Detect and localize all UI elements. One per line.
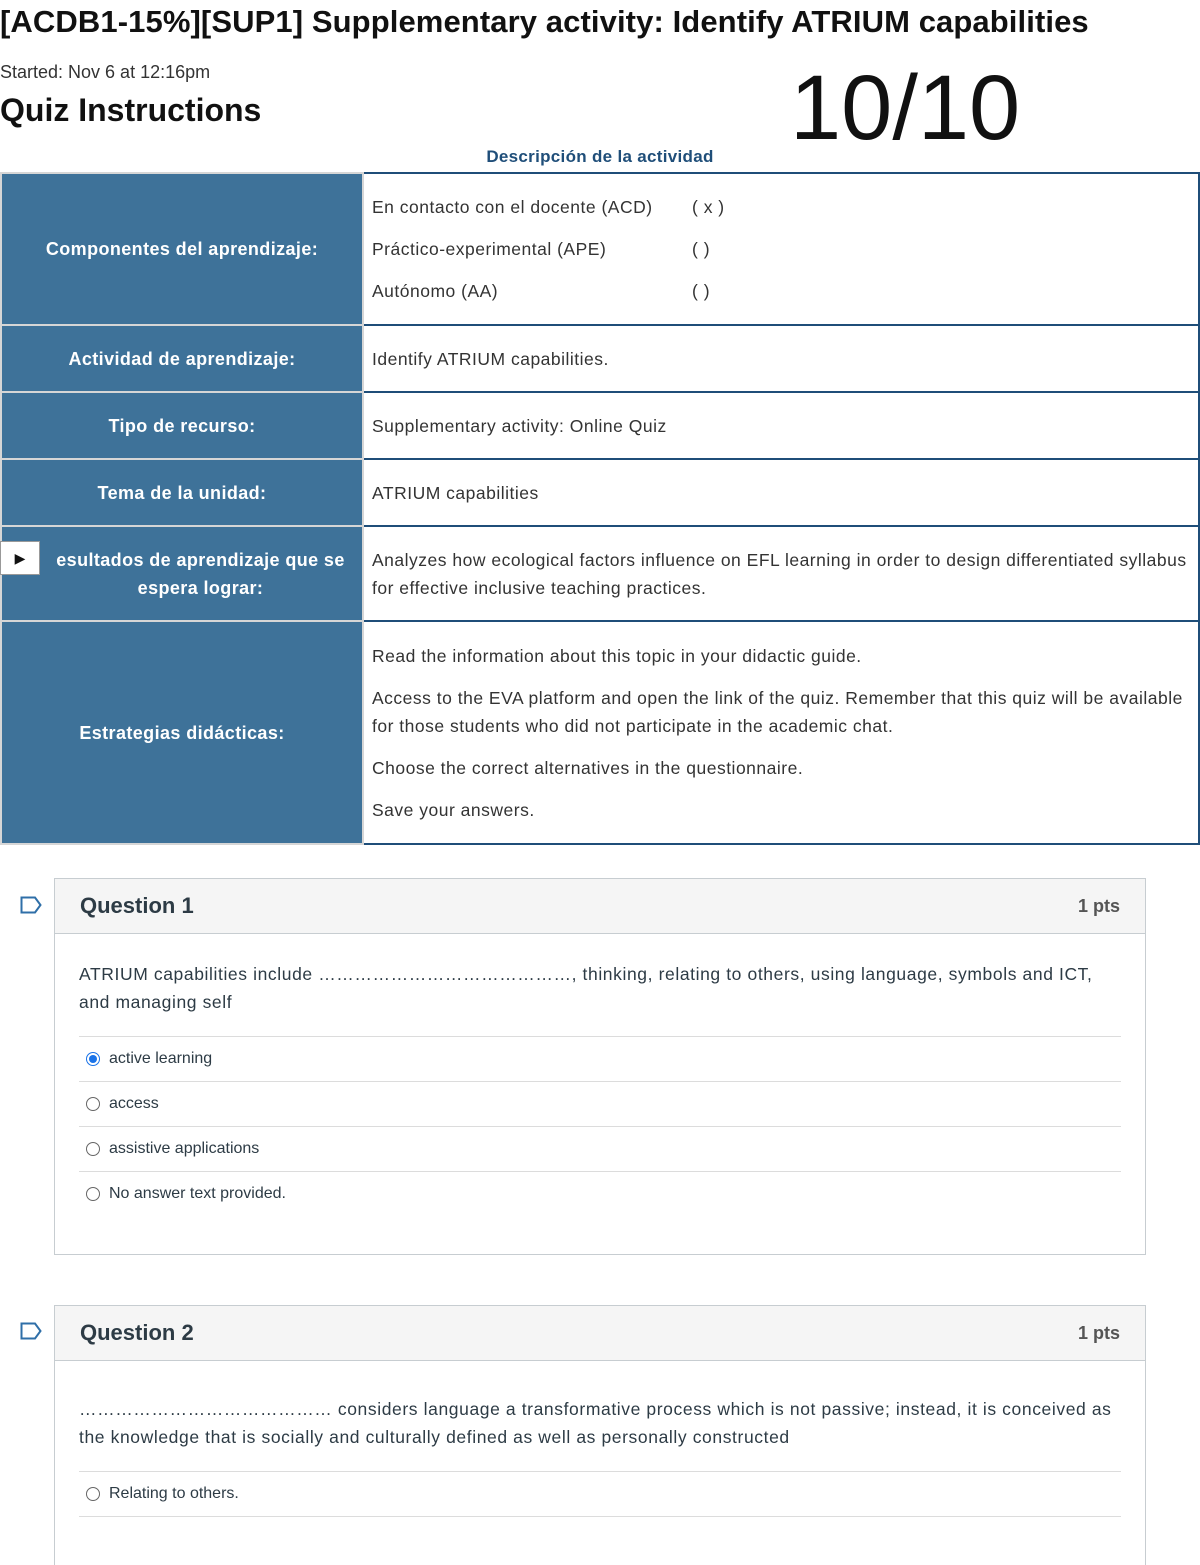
question-title: Question 2 <box>80 1320 194 1345</box>
answer-option[interactable] <box>79 1127 1121 1172</box>
component-mark: ( ) <box>692 281 711 301</box>
question-header <box>55 1306 1145 1361</box>
answer-option[interactable] <box>79 1472 1121 1517</box>
question-body <box>55 934 1145 1236</box>
unit-topic-value: ATRIUM capabilities <box>363 459 1199 526</box>
resource-type-label: Tipo de recurso: <box>1 392 363 459</box>
strategy-item: Read the information about this topic in your didactic guide. <box>372 645 862 666</box>
strategies-label: Estrategias didácticas: <box>1 621 363 844</box>
question-points: 1 pts <box>1077 895 1120 916</box>
question-text: ATRIUM capabilities include ……………………………………, thinking, relating to others, using language, symbols and ICT, and managing self <box>79 964 1093 1012</box>
question-text: …………………………………… considers language a transformative process which is not passive; instead, it is conceived as the knowledge that is socially and culturally defined as well as personally constructed <box>79 1399 1112 1447</box>
components-label: Componentes del aprendizaje: <box>1 173 363 325</box>
question-header <box>55 879 1145 934</box>
answer-option[interactable] <box>79 1172 1121 1216</box>
answer-label: access <box>109 1095 159 1112</box>
flag-question-icon[interactable] <box>20 1322 42 1340</box>
activity-description-table <box>0 172 1200 845</box>
strategies-value <box>363 621 1199 844</box>
answer-option[interactable] <box>79 1082 1121 1127</box>
play-icon: ▶ <box>14 549 26 566</box>
answer-option[interactable] <box>79 1037 1121 1082</box>
question-card-1 <box>54 878 1146 1255</box>
answer-label: No answer text provided. <box>109 1185 286 1202</box>
page-title: [ACDB1-15%][SUP1] Supplementary activity: Identify ATRIUM capabilities <box>0 4 1089 39</box>
radio-icon[interactable] <box>86 1187 100 1201</box>
component-mark: ( x ) <box>692 197 725 217</box>
question-card-2 <box>54 1305 1146 1565</box>
strategy-item: Access to the EVA platform and open the link of the quiz. Remember that this quiz will be available for those students who did not participate in the academic chat. <box>372 687 1183 736</box>
answer-list <box>79 1036 1121 1216</box>
answer-label: active learning <box>109 1050 213 1067</box>
score-display: 10/10 <box>790 57 1021 159</box>
answer-list <box>79 1471 1121 1517</box>
strategy-item: Save your answers. <box>372 799 535 820</box>
answer-label: Relating to others. <box>109 1485 239 1502</box>
activity-value: Identify ATRIUM capabilities. <box>363 325 1199 392</box>
component-mark: ( ) <box>692 239 711 259</box>
component-row <box>372 228 1190 270</box>
resource-type-value: Supplementary activity: Online Quiz <box>363 392 1199 459</box>
components-value <box>363 173 1199 325</box>
flag-question-icon[interactable] <box>20 896 42 914</box>
component-name: Práctico-experimental (APE) <box>372 239 607 259</box>
question-points: 1 pts <box>1077 1322 1120 1343</box>
started-timestamp: Started: Nov 6 at 12:16pm <box>0 62 211 82</box>
play-button[interactable] <box>0 541 40 575</box>
learning-results-value: Analyzes how ecological factors influence on EFL learning in order to design differentiated syllabus for effective inclusive teaching practices. <box>363 526 1199 621</box>
activity-description-caption: Descripción de la actividad <box>486 147 714 166</box>
radio-selected-icon[interactable] <box>86 1052 100 1066</box>
strategy-item: Choose the correct alternatives in the questionnaire. <box>372 757 804 778</box>
unit-topic-label: Tema de la unidad: <box>1 459 363 526</box>
radio-icon[interactable] <box>86 1487 100 1501</box>
question-title: Question 1 <box>80 893 194 918</box>
question-body <box>55 1361 1145 1537</box>
answer-label: assistive applications <box>109 1140 260 1157</box>
component-name: En contacto con el docente (ACD) <box>372 197 653 217</box>
component-row <box>372 186 1190 228</box>
activity-label: Actividad de aprendizaje: <box>1 325 363 392</box>
quiz-instructions-heading: Quiz Instructions <box>0 92 262 128</box>
learning-results-label: esultados de aprendizaje que se espera lograr: <box>1 526 363 621</box>
component-name: Autónomo (AA) <box>372 281 499 301</box>
component-row <box>372 270 1190 312</box>
radio-icon[interactable] <box>86 1097 100 1111</box>
radio-icon[interactable] <box>86 1142 100 1156</box>
